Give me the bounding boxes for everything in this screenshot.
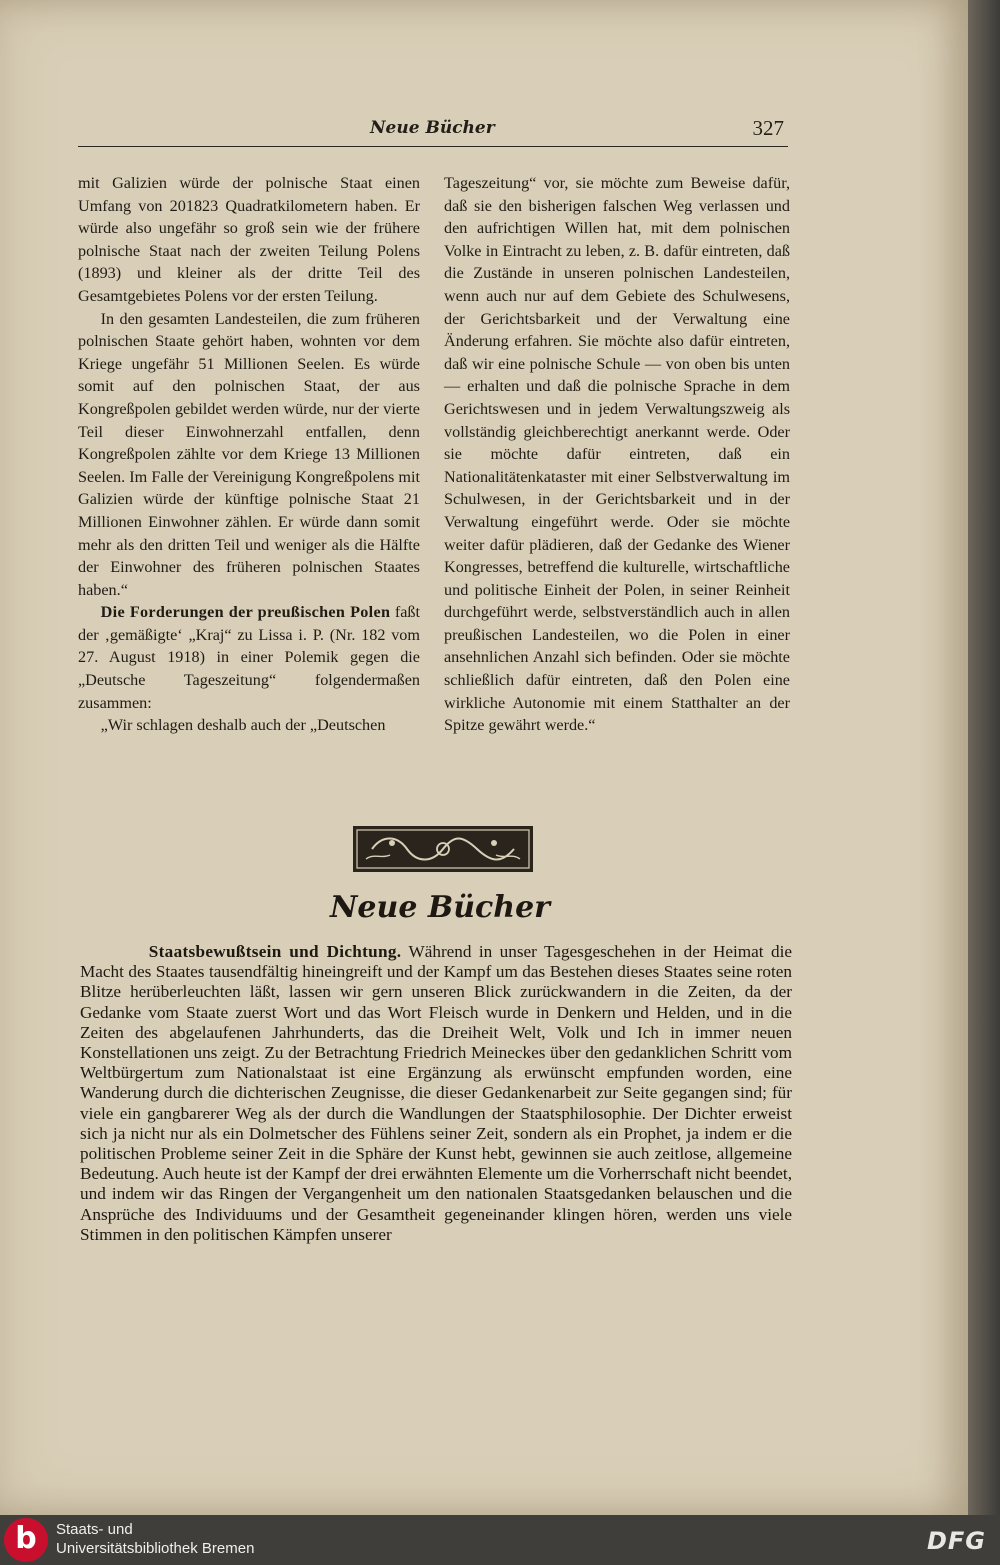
library-name-line-2: Universitätsbibliothek Bremen	[56, 1540, 255, 1557]
library-logo-icon[interactable]: b	[4, 1518, 48, 1562]
left-paragraph-3-text: faßt der ‚gemäßigte‘ „Kraj“ zu Lissa i. P. (Nr. 182 vom 27. August 1918) in einer Polemik gegen die „Deutsche Tageszeitung“ folgendermaßen zusammen:	[78, 603, 420, 712]
left-paragraph-3	[78, 601, 420, 714]
page-number: 327	[752, 116, 784, 140]
running-header	[78, 116, 788, 147]
subheading-forderungen: Die Forderungen der preußischen Polen	[100, 603, 391, 622]
library-name[interactable]	[56, 1520, 254, 1558]
dfg-logo[interactable]: DFG	[926, 1527, 986, 1555]
page-edge-shadow	[968, 0, 1000, 1515]
section-paragraph	[80, 942, 792, 1245]
right-column	[444, 172, 790, 802]
left-paragraph-4: „Wir schlagen deshalb auch der „Deutschen	[100, 716, 386, 735]
library-name-line-1: Staats- und	[56, 1521, 133, 1538]
footer-bar	[0, 1515, 1000, 1565]
section-lead: Staatsbewußtsein und Dichtung.	[148, 942, 402, 961]
left-paragraph-2: In den gesamten Landesteilen, die zum früheren polnischen Staate gehört haben, wohnten vor dem Kriege ungefähr 51 Millionen Seelen. Es würde somit auf den polnischen Staat, der aus Kongreßpolen gebildet werden würde, nur der vierte Teil dieser Einwohnerzahl entfallen, denn Kongreßpolen zählte vor dem Kriege 13 Millionen Seelen. Im Falle der Vereinigung Kongreßpolens mit Galizien würde der künftige polnische Staat 21 Millionen Einwohner zählen. Er würde dann somit mehr als den dritten Teil und weniger als die Hälfte der Einwohner des früheren polnischen Staates haben.“	[78, 309, 420, 599]
left-paragraph-1: mit Galizien würde der polnische Staat einen Umfang von 201823 Quadratkilometern haben. Er würde also ungefähr so groß sein wie der frühere polnische Staat nach der zweiten Teilung Polens (1893) und kleiner als der dritte Teil des Gesamtgebietes Polens vor der ersten Teilung.	[78, 174, 420, 305]
column-divider	[432, 172, 433, 792]
ornament-vignette-icon	[352, 825, 534, 873]
section-title: Neue Bücher	[330, 890, 550, 925]
running-title: Neue Bücher	[370, 118, 495, 138]
right-paragraph-1: Tageszeitung“ vor, sie möchte zum Beweise dafür, daß sie den bisherigen falschen Weg verlassen und den aufrichtigen Willen hat, mit dem polnischen Volke in Eintracht zu leben, z. B. dafür eintreten, daß die Zustände in unseren polnischen Landesteilen, wenn auch nur auf dem Gebiete des Schulwesens, der Gerichtsbarkeit und der Verwaltung eine Änderung erfahren. Sie möchte also dafür eintreten, daß wir eine polnische Schule — von oben bis unten — erhalten und daß die polnische Sprache in dem Gerichtswesen und in jedem Verwaltungszweig als vollständig gleichberechtigt anerkannt werde. Oder sie möchte dafür eintreten, daß ein Nationalitätenkataster mit einer Selbstverwaltung im Schulwesen, in der Gerichtsbarkeit und in der Verwaltung eingeführt werde. Oder sie möchte weiter dafür plädieren, daß der Gedanke des Wiener Kongresses, betreffend die kulturelle, wirtschaftliche und politische Einheit der Polen, in seiner Reinheit durchgeführt werde, selbstverständlich auch in allen preußischen Landesteilen, wo die Polen in einer ansehnlichen Anzahl sich befinden. Oder sie möchte schließlich dafür eintreten, daß den Polen eine wirkliche Autonomie mit einem Statthalter an der Spitze gewährt werde.“	[444, 174, 790, 735]
section-paragraph-text: Während in unser Tagesgeschehen in der Heimat die Macht des Staates tausendfältig hineingreift und der Kampf um das Bestehen dieses Staates seine roten Blitze herüberleuchten läßt, lassen wir gern unseren Blick zurückwandern in die Zeiten, da der Gedanke vom Staate zuerst Wort und das Wort Fleisch wurde in Denkern und Helden, und in die Zeiten des abgelaufenen Jahrhunderts, das die Dreiheit Welt, Volk und Ich in immer neuen Konstellationen uns zeigt. Zu der Betrachtung Friedrich Meineckes über den gedanklichen Schritt vom Weltbürgertum zum Nationalstaat ist eine Ergänzung als erwünscht empfunden worden, eine Wanderung durch die dichterischen Zeugnisse, die dieser Gedankenarbeit zur Seite gegangen sind; für viele ein gangbarerer Weg als der durch die Wandlungen der Staatsphilosophie. Der Dichter erweist sich ja nicht nur als ein Dolmetscher des Fühlens seiner Zeit, sondern als ein Prophet, ja indem er die politischen Probleme seiner Zeit in die Sphäre der Kunst hebt, gewinnen sie auch zeitlose, allgemeine Bedeutung. Auch heute ist der Kampf der drei erwähnten Elemente um die Vorherrschaft nicht beendet, und indem wir das Ringen der Vergangenheit um den nationalen Staatsgedanken belauschen und die Ansprüche des Individuums und der Gesamtheit gegeneinander klingen hören, werden uns viele Stimmen in den politischen Kämpfen unserer	[80, 942, 792, 1244]
left-column	[78, 172, 420, 802]
